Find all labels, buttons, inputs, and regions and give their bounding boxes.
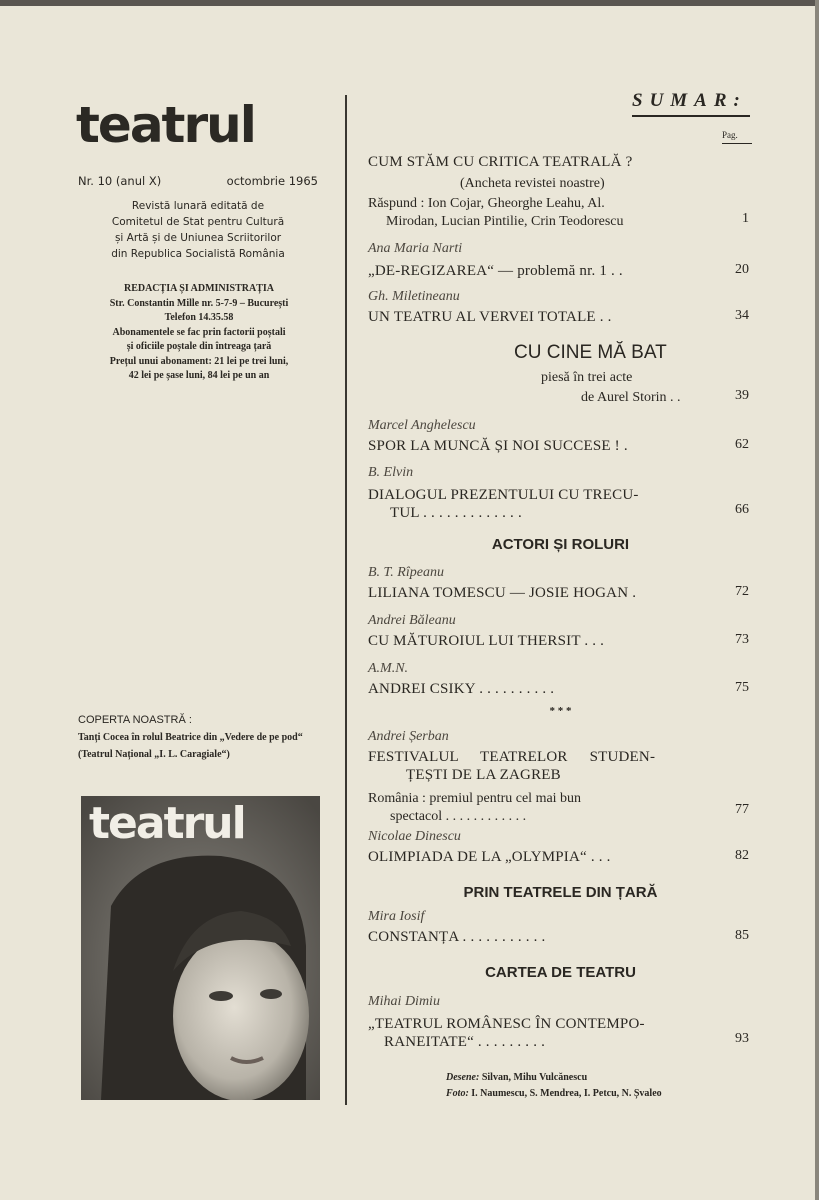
toc-title: LILIANA TOMESCU — JOSIE HOGAN . xyxy=(368,585,637,601)
toc-page-number: 34 xyxy=(735,308,749,323)
cover-logo: teatrul xyxy=(89,798,245,849)
top-border xyxy=(0,0,819,6)
toc-page-number: 20 xyxy=(735,262,749,277)
toc-page-number: 93 xyxy=(735,1031,749,1046)
issue-info xyxy=(78,174,318,188)
toc-separator: * * * xyxy=(549,705,572,717)
toc-title: DIALOGUL PREZENTULUI CU TRECU- xyxy=(368,487,639,503)
toc-author: B. Elvin xyxy=(368,465,414,480)
admin-line: și oficiile poștale din întreaga țară xyxy=(126,341,272,352)
toc-title: FESTIVALUL TEATRELOR STUDEN- xyxy=(368,749,656,765)
toc-entry[interactable] xyxy=(368,908,753,946)
toc-entry[interactable] xyxy=(368,240,753,280)
toc-entry[interactable] xyxy=(368,728,753,826)
toc-author: Gh. Miletineanu xyxy=(368,289,460,304)
toc-title: „TEATRUL ROMÂNESC ÎN CONTEMPO- xyxy=(368,1016,645,1032)
toc-title-cont: ȚEȘTI DE LA ZAGREB xyxy=(406,767,561,783)
toc-entry[interactable] xyxy=(368,464,753,522)
toc-entry[interactable] xyxy=(368,342,753,407)
admin-line: REDACȚIA ȘI ADMINISTRAȚIA xyxy=(123,283,275,294)
toc-subtitle: piesă în trei acte xyxy=(541,370,633,385)
cover-caption xyxy=(78,712,323,763)
admin-line: Telefon 14.35.58 xyxy=(164,312,234,323)
toc-section-heading: CARTEA DE TEATRU xyxy=(485,964,636,981)
description-line: Comitetul de Stat pentru Cultură xyxy=(111,216,285,228)
admin-line: Str. Constantin Mille nr. 5-7-9 – București xyxy=(109,297,289,309)
toc-author: Ana Maria Narti xyxy=(368,241,463,256)
toc-page-number: 77 xyxy=(735,802,749,817)
toc-entry[interactable] xyxy=(368,828,753,866)
toc-author: Marcel Anghelescu xyxy=(368,418,476,433)
toc-page-number: 75 xyxy=(735,680,749,695)
toc-entry[interactable] xyxy=(368,288,753,326)
description-line: și Artă și de Uniunea Scriitorilor xyxy=(114,232,282,244)
toc-respondents: Răspund : Ion Cojar, Gheorghe Leahu, Al. xyxy=(368,196,605,211)
toc-page-number: 66 xyxy=(735,502,749,517)
toc-entry[interactable] xyxy=(368,153,753,231)
toc-entry[interactable] xyxy=(368,612,753,650)
toc-section-heading: ACTORI ȘI ROLURI xyxy=(491,536,630,553)
column-divider xyxy=(345,95,347,1105)
toc-entry[interactable] xyxy=(368,564,753,602)
toc-title: UN TEATRU AL VERVEI TOTALE . . xyxy=(368,309,612,325)
toc-author: Andrei Șerban xyxy=(368,729,449,744)
administration-info xyxy=(78,282,320,384)
toc-page-number: 72 xyxy=(735,584,749,599)
photo-credit: Foto: I. Naumescu, S. Mendrea, I. Petcu, N. Șvaleo xyxy=(446,1088,662,1099)
toc-author: Andrei Băleanu xyxy=(368,613,456,628)
issue-date: octombrie 1965 xyxy=(226,174,318,188)
toc-subtitle: (Ancheta revistei noastre) xyxy=(460,176,605,191)
toc-author: Mihai Dimiu xyxy=(368,994,440,1009)
toc-subtitle: România : premiul pentru cel mai bun xyxy=(368,791,582,806)
page-label-rule xyxy=(722,143,752,144)
cover-caption-text: Tanți Cocea în rolul Beatrice din „Vedere de pe pod“ (Teatrul Național „I. L. Caragiale“) xyxy=(78,732,303,760)
description-line: Revistă lunară editată de xyxy=(131,200,265,212)
credits xyxy=(446,1070,756,1102)
toc-play-title: CU CINE MĂ BAT xyxy=(514,342,667,363)
toc-title: OLIMPIADA DE LA „OLYMPIA“ . . . xyxy=(368,849,611,865)
toc-respondents: Mirodan, Lucian Pintilie, Crin Teodorescu xyxy=(386,214,624,229)
admin-line: Abonamentele se fac prin factorii poștali xyxy=(112,326,286,338)
toc-title: CONSTANȚA . . . . . . . . . . . xyxy=(368,929,546,945)
toc-title: CUM STĂM CU CRITICA TEATRALĂ ? xyxy=(368,154,633,170)
cover-thumbnail xyxy=(81,796,320,1100)
toc-section-heading: PRIN TEATRELE DIN ȚARĂ xyxy=(463,884,658,901)
toc-title-cont: RANEITATE“ . . . . . . . . . xyxy=(384,1034,546,1050)
page-column-label: Pag. xyxy=(722,130,738,140)
drawings-credit: Desene: Silvan, Mihu Vulcănescu xyxy=(446,1072,588,1083)
toc-title: ANDREI CSIKY . . . . . . . . . . xyxy=(368,681,555,697)
toc-author: Nicolae Dinescu xyxy=(368,829,461,844)
toc-entry[interactable] xyxy=(368,660,753,698)
magazine-logo: teatrul xyxy=(76,96,255,154)
publisher-description xyxy=(78,198,318,262)
toc-entry[interactable] xyxy=(368,993,753,1051)
toc-page-number: 73 xyxy=(735,632,749,647)
toc-title-cont: TUL . . . . . . . . . . . . . xyxy=(390,505,522,521)
issue-number: Nr. 10 (anul X) xyxy=(78,174,162,188)
description-line: din Republica Socialistă România xyxy=(111,248,285,260)
admin-line: Prețul unui abonament: 21 lei pe trei luni, xyxy=(109,355,289,367)
toc-title: SPOR LA MUNCĂ ȘI NOI SUCCESE ! . xyxy=(368,438,628,454)
toc-entry[interactable] xyxy=(368,417,753,455)
toc-page-number: 82 xyxy=(735,848,749,863)
toc-page-number: 1 xyxy=(742,211,749,226)
toc-header: SUMAR: xyxy=(632,90,747,111)
cover-caption-title: COPERTA NOASTRĂ : xyxy=(78,714,192,726)
admin-line: 42 lei pe șase luni, 84 lei pe un an xyxy=(128,370,270,381)
toc-author: Mira Iosif xyxy=(368,909,425,924)
toc-subtitle-cont: spectacol . . . . . . . . . . . . xyxy=(390,809,527,824)
toc-author: A.M.N. xyxy=(368,661,409,676)
toc-title: „DE-REGIZAREA“ — problemă nr. 1 . . xyxy=(368,263,623,279)
toc-header-rule xyxy=(632,115,750,117)
toc-page-number: 62 xyxy=(735,437,749,452)
toc-page-number: 39 xyxy=(735,388,749,403)
right-edge-shadow xyxy=(815,0,819,1200)
toc-subtitle: de Aurel Storin . . xyxy=(581,390,681,405)
masthead xyxy=(76,96,323,384)
toc-page-number: 85 xyxy=(735,928,749,943)
toc-title: CU MĂTUROIUL LUI THERSIT . . . xyxy=(368,633,605,649)
toc-author: B. T. Rîpeanu xyxy=(368,565,444,580)
